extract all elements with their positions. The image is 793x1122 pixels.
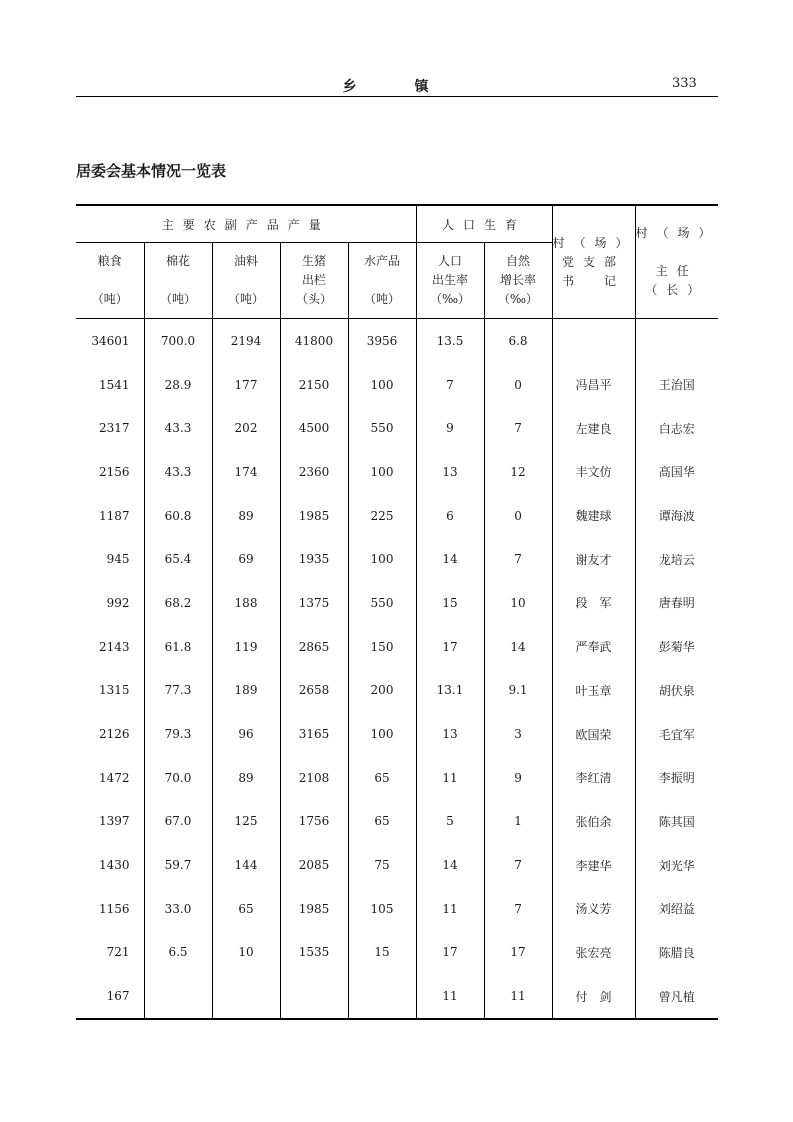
table-cell-name: 胡伏泉	[635, 669, 718, 713]
group-header-agri: 主要农副产品产量	[76, 205, 416, 243]
table-cell-value: 11	[416, 887, 484, 931]
page-number: 333	[672, 76, 697, 91]
table-cell-value: 89	[212, 756, 280, 800]
table-cell-value	[280, 974, 348, 1019]
table-row	[76, 319, 718, 363]
table-cell-value: 189	[212, 669, 280, 713]
table-cell-name: 谢友才	[552, 537, 635, 581]
table-cell-value: 2156	[98, 464, 130, 479]
table-row	[76, 537, 718, 581]
table-row	[76, 494, 718, 538]
table-cell-value: 34601	[91, 333, 130, 348]
table-cell-value: 6	[416, 494, 484, 538]
table-cell-name: 陈腊良	[635, 931, 718, 975]
table-cell-name: 王治国	[635, 363, 718, 407]
table-row	[76, 625, 718, 669]
table-cell-value: 100	[348, 363, 416, 407]
table-cell-value: 9	[416, 406, 484, 450]
table-cell-value: 59.7	[144, 843, 212, 887]
table-title: 居委会基本情况一览表	[76, 162, 227, 180]
table-row	[76, 800, 718, 844]
table-cell-value: 225	[348, 494, 416, 538]
table-cell-value: 13	[416, 712, 484, 756]
table-cell-name: 刘光华	[635, 843, 718, 887]
table-cell-value: 2126	[98, 727, 130, 742]
table-cell-value: 65.4	[144, 537, 212, 581]
table-cell-value: 15	[416, 581, 484, 625]
table-cell-value: 9.1	[484, 669, 552, 713]
table-cell-name: 严奉武	[552, 625, 635, 669]
table-cell-value: 75	[348, 843, 416, 887]
table-cell-name: 龙培云	[635, 537, 718, 581]
table-cell-value: 1541	[98, 377, 130, 392]
table-cell-value: 550	[348, 406, 416, 450]
table-cell-name: 李振明	[635, 756, 718, 800]
table-row	[76, 450, 718, 494]
table-cell-value: 7	[484, 887, 552, 931]
table-cell-value: 100	[348, 450, 416, 494]
table-cell-value: 7	[484, 406, 552, 450]
table-cell-value: 17	[484, 931, 552, 975]
table-row	[76, 669, 718, 713]
table-cell-name: 张宏亮	[552, 931, 635, 975]
table-cell-value: 188	[212, 581, 280, 625]
table-cell-value: 9	[484, 756, 552, 800]
table-cell-name: 丰文仿	[552, 450, 635, 494]
table-cell-value: 89	[212, 494, 280, 538]
table-cell-value: 125	[212, 800, 280, 844]
table-cell-value: 6.5	[144, 931, 212, 975]
table-cell-value: 4500	[280, 406, 348, 450]
table-cell-value: 100	[348, 537, 416, 581]
table-cell-value: 5	[416, 800, 484, 844]
table-cell-value: 15	[348, 931, 416, 975]
col-header-6: 自然 增长率 （‰）	[484, 243, 552, 319]
table-cell-value: 17	[416, 625, 484, 669]
table-cell-value: 150	[348, 625, 416, 669]
table-cell-value: 11	[416, 974, 484, 1019]
table-cell-value: 1375	[280, 581, 348, 625]
table-cell-value: 2150	[280, 363, 348, 407]
table-cell-name: 叶玉章	[552, 669, 635, 713]
table-cell-value: 67.0	[144, 800, 212, 844]
table-cell-value: 700.0	[144, 319, 212, 363]
col-header-1: 棉花 （吨）	[144, 243, 212, 319]
table-cell-value: 1315	[98, 683, 130, 698]
col-header-0: 粮食 （吨）	[76, 243, 144, 319]
table-cell-value: 1985	[280, 887, 348, 931]
col-header-secretary: 村（场） 党支部 书 记	[552, 205, 635, 319]
table-cell-value: 60.8	[144, 494, 212, 538]
table-cell-value: 144	[212, 843, 280, 887]
table-cell-value: 100	[348, 712, 416, 756]
table-row	[76, 406, 718, 450]
table-cell-value: 119	[212, 625, 280, 669]
table-cell-value: 2865	[280, 625, 348, 669]
table-cell-name	[635, 319, 718, 363]
table-cell-value: 550	[348, 581, 416, 625]
running-header-section: 乡 镇	[342, 79, 451, 95]
table-cell-name: 左建良	[552, 406, 635, 450]
table-cell-name: 高国华	[635, 450, 718, 494]
table-cell-value: 105	[348, 887, 416, 931]
table-row	[76, 581, 718, 625]
col-header-5: 人口 出生率 （‰）	[416, 243, 484, 319]
table-cell-value	[348, 974, 416, 1019]
table-cell-value: 721	[106, 945, 130, 960]
table-cell-value: 2317	[98, 421, 130, 436]
table-cell-value: 65	[348, 756, 416, 800]
table-cell-name: 曾凡植	[635, 974, 718, 1019]
table-cell-name: 谭海波	[635, 494, 718, 538]
table-cell-name: 魏建球	[552, 494, 635, 538]
table-cell-value: 70.0	[144, 756, 212, 800]
table-cell-value: 1535	[280, 931, 348, 975]
table-cell-value: 10	[212, 931, 280, 975]
table-row	[76, 363, 718, 407]
table-row	[76, 756, 718, 800]
table-cell-value: 14	[416, 843, 484, 887]
table-cell-value: 167	[106, 989, 130, 1004]
table-cell-value: 2085	[280, 843, 348, 887]
table-cell-value: 13.1	[416, 669, 484, 713]
table-cell-value: 17	[416, 931, 484, 975]
table-cell-name: 唐春明	[635, 581, 718, 625]
header-rule	[76, 96, 718, 97]
group-header-pop: 人口生育	[416, 205, 552, 243]
table-cell-name: 陈其国	[635, 800, 718, 844]
table-cell-value: 6.8	[484, 319, 552, 363]
table-cell-value: 3956	[348, 319, 416, 363]
table-cell-value: 12	[484, 450, 552, 494]
table-cell-name: 李红清	[552, 756, 635, 800]
col-header-director: 村（场） 主任（长）	[635, 205, 718, 319]
table-cell-value: 177	[212, 363, 280, 407]
table-cell-name: 欧国荣	[552, 712, 635, 756]
table-cell-value: 992	[106, 595, 130, 610]
table-cell-value: 7	[484, 537, 552, 581]
table-cell-value: 41800	[280, 319, 348, 363]
table-cell-value: 61.8	[144, 625, 212, 669]
table-cell-value: 43.3	[144, 406, 212, 450]
table-cell-value	[144, 974, 212, 1019]
table-cell-value: 1156	[98, 901, 130, 916]
table-cell-value: 1397	[98, 814, 130, 829]
table-cell-name: 张伯余	[552, 800, 635, 844]
table-cell-value: 68.2	[144, 581, 212, 625]
table-cell-value: 1756	[280, 800, 348, 844]
table-cell-name: 汤义芳	[552, 887, 635, 931]
table-cell-value: 79.3	[144, 712, 212, 756]
table-row	[76, 843, 718, 887]
table-cell-value: 28.9	[144, 363, 212, 407]
table-cell-value: 65	[348, 800, 416, 844]
table-cell-value: 202	[212, 406, 280, 450]
table-cell-value: 174	[212, 450, 280, 494]
table-cell-value: 1187	[98, 508, 130, 523]
table-cell-value: 3165	[280, 712, 348, 756]
table-cell-value: 1472	[98, 770, 130, 785]
table-cell-name: 李建华	[552, 843, 635, 887]
table-cell-value: 3	[484, 712, 552, 756]
table-cell-value: 2194	[212, 319, 280, 363]
table-cell-value: 1	[484, 800, 552, 844]
table-cell-value: 14	[484, 625, 552, 669]
table-cell-value: 0	[484, 494, 552, 538]
table-cell-value: 69	[212, 537, 280, 581]
table-cell-value	[212, 974, 280, 1019]
data-table	[76, 204, 718, 1020]
table-cell-value: 2658	[280, 669, 348, 713]
table-cell-value: 7	[416, 363, 484, 407]
table-cell-value: 11	[416, 756, 484, 800]
table-cell-value: 1985	[280, 494, 348, 538]
table-cell-value: 1430	[98, 858, 130, 873]
table-cell-name: 毛宜军	[635, 712, 718, 756]
table-cell-name: 冯昌平	[552, 363, 635, 407]
table-cell-name	[552, 319, 635, 363]
table-row	[76, 712, 718, 756]
table-cell-value: 65	[212, 887, 280, 931]
table-cell-name: 段 军	[552, 581, 635, 625]
table-cell-name: 白志宏	[635, 406, 718, 450]
table-row	[76, 974, 718, 1019]
table-cell-value: 2143	[98, 639, 130, 654]
col-header-3: 生猪 出栏 （头）	[280, 243, 348, 319]
table-cell-value: 33.0	[144, 887, 212, 931]
col-header-4: 水产品 （吨）	[348, 243, 416, 319]
table-cell-value: 43.3	[144, 450, 212, 494]
table-cell-value: 11	[484, 974, 552, 1019]
table-cell-value: 96	[212, 712, 280, 756]
table-cell-value: 2360	[280, 450, 348, 494]
table-cell-value: 945	[106, 552, 130, 567]
table-row	[76, 887, 718, 931]
table-cell-value: 7	[484, 843, 552, 887]
col-header-2: 油料 （吨）	[212, 243, 280, 319]
table-cell-value: 13.5	[416, 319, 484, 363]
table-cell-name: 彭菊华	[635, 625, 718, 669]
table-cell-value: 200	[348, 669, 416, 713]
table-cell-value: 13	[416, 450, 484, 494]
table-cell-name: 付 剑	[552, 974, 635, 1019]
table-cell-value: 0	[484, 363, 552, 407]
table-cell-value: 1935	[280, 537, 348, 581]
table-cell-value: 14	[416, 537, 484, 581]
table-row	[76, 931, 718, 975]
table-cell-value: 77.3	[144, 669, 212, 713]
table-cell-value: 2108	[280, 756, 348, 800]
table-cell-name: 刘绍益	[635, 887, 718, 931]
table-cell-value: 10	[484, 581, 552, 625]
